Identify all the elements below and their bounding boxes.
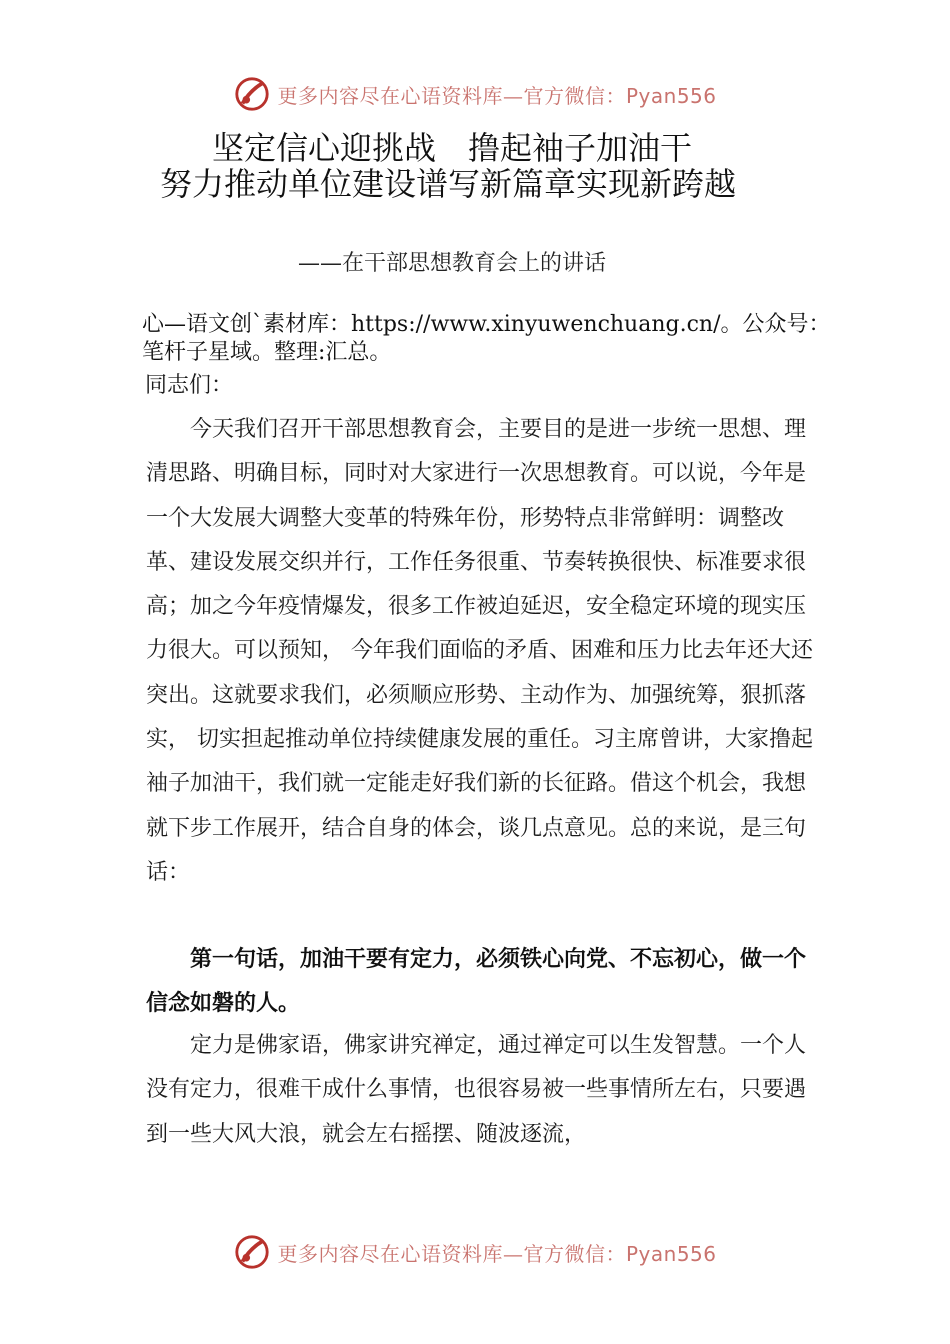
brush-logo-icon — [233, 1233, 271, 1271]
paragraph-1: 今天我们召开干部思想教育会，主要目的是进一步统一思想、理清思路、明确目标，同时对大家进行一次思想教育。可以说，今年是一个大发展大调整大变革的特殊年份，形势特点非常鲜明：调整改革、建设发展交织并行，工作任务很重、节奏转换很快、标准要求很高；加之今年疫情爆发，很多工作被迫延迟，安全稳定环境的现实压力很大。可以预知， 今年我们面临的矛盾、困难和压力比去年还大还突出。这就要求我们，必须顺应形势、主动作为、加强统筹，狠抓落实， 切实担起推动单位持续健康发展的重任。习主席曾讲，大家撸起袖子加油干，我们就一定能走好我们新的长征路。借这个机会，我想就下步工作展开，结合自身的体会，谈几点意见。总的来说，是三句话： — [146, 417, 813, 885]
subtitle: ——在干部思想教育会上的讲话 — [298, 251, 607, 276]
title-line-2: 努力推动单位建设谱写新篇章实现新跨越 — [160, 165, 737, 203]
greeting: 同志们： — [145, 373, 234, 398]
watermark-banner-top — [0, 74, 950, 114]
watermark-text: 更多内容尽在心语资料库—官方微信：Pyan556 — [277, 83, 717, 108]
title-line-1: 坚定信心迎挑战 撸起袖子加油干 — [212, 129, 693, 167]
section-heading-1: 第一句话，加油干要有定力，必须铁心向党、不忘初心，做一个信念如磐的人。 — [146, 947, 807, 1016]
brush-logo-icon — [233, 75, 271, 113]
source-note: 心—语文创`素材库：https://www.xinyuwenchuang.cn/。公众号：笔杆子星域。整理:汇总。 — [142, 312, 831, 365]
watermark-banner-bottom — [0, 1232, 950, 1272]
watermark-text: 更多内容尽在心语资料库—官方微信：Pyan556 — [277, 1241, 717, 1266]
paragraph-2: 定力是佛家语，佛家讲究禅定，通过禅定可以生发智慧。一个人没有定力，很难干成什么事情，也很容易被一些事情所左右，只要遇到一些大风大浪，就会左右摇摆、随波逐流， — [146, 1033, 807, 1147]
